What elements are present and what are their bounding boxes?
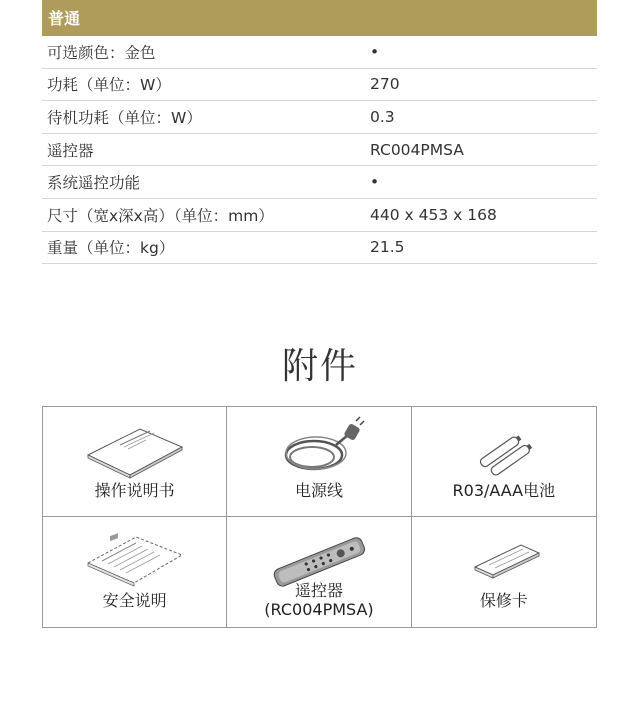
accessory-label-line1: 遥控器 bbox=[294, 581, 343, 600]
spec-value: • bbox=[370, 42, 380, 61]
spec-row-dimensions bbox=[42, 199, 597, 232]
accessory-label: 电源线 bbox=[294, 481, 343, 500]
spec-row-system-remote bbox=[42, 166, 597, 199]
spec-value: 0.3 bbox=[370, 107, 395, 126]
accessory-label bbox=[227, 581, 410, 619]
spec-value: 440 x 453 x 168 bbox=[370, 205, 497, 224]
power-cord-icon bbox=[264, 415, 374, 481]
accessory-label: 保修卡 bbox=[479, 591, 528, 610]
accessory-warranty-card bbox=[412, 517, 596, 627]
accessory-label-line2: (RC004PMSA) bbox=[264, 600, 374, 619]
spec-label: 尺寸（宽x深x高）（单位：mm） bbox=[47, 206, 274, 225]
batteries-icon bbox=[449, 415, 559, 481]
spec-header: 普通 bbox=[42, 0, 597, 36]
spec-row-standby-power bbox=[42, 101, 597, 134]
spec-value: • bbox=[370, 173, 380, 192]
spec-label: 待机功耗（单位：W） bbox=[47, 108, 202, 127]
spec-row-remote bbox=[42, 134, 597, 167]
accessory-power-cord bbox=[227, 407, 411, 517]
spec-label: 可选颜色：金色 bbox=[47, 43, 156, 62]
accessory-label: 操作说明书 bbox=[94, 481, 175, 500]
accessory-label: 安全说明 bbox=[102, 591, 167, 610]
spec-label: 系统遥控功能 bbox=[47, 174, 141, 193]
spec-value: RC004PMSA bbox=[370, 140, 464, 159]
spec-value: 270 bbox=[370, 75, 400, 94]
accessory-remote-control bbox=[227, 517, 411, 627]
spec-value: 21.5 bbox=[370, 238, 405, 257]
spec-label: 遥控器 bbox=[47, 141, 94, 160]
spec-label: 功耗（单位：W） bbox=[47, 76, 171, 95]
accessories-grid bbox=[42, 406, 597, 628]
accessory-label: R03/AAA电池 bbox=[452, 481, 556, 500]
manual-icon bbox=[80, 415, 190, 481]
spec-row-color bbox=[42, 36, 597, 69]
spec-table bbox=[42, 0, 597, 264]
spec-label: 重量（单位：kg） bbox=[47, 239, 175, 258]
safety-sheet-icon bbox=[80, 525, 190, 591]
spec-row-power bbox=[42, 69, 597, 102]
accessories-title: 附件 bbox=[281, 346, 358, 387]
accessory-safety-sheet bbox=[43, 517, 227, 627]
accessory-batteries bbox=[412, 407, 596, 517]
accessory-manual bbox=[43, 407, 227, 517]
warranty-card-icon bbox=[449, 525, 559, 591]
spec-row-weight bbox=[42, 232, 597, 265]
